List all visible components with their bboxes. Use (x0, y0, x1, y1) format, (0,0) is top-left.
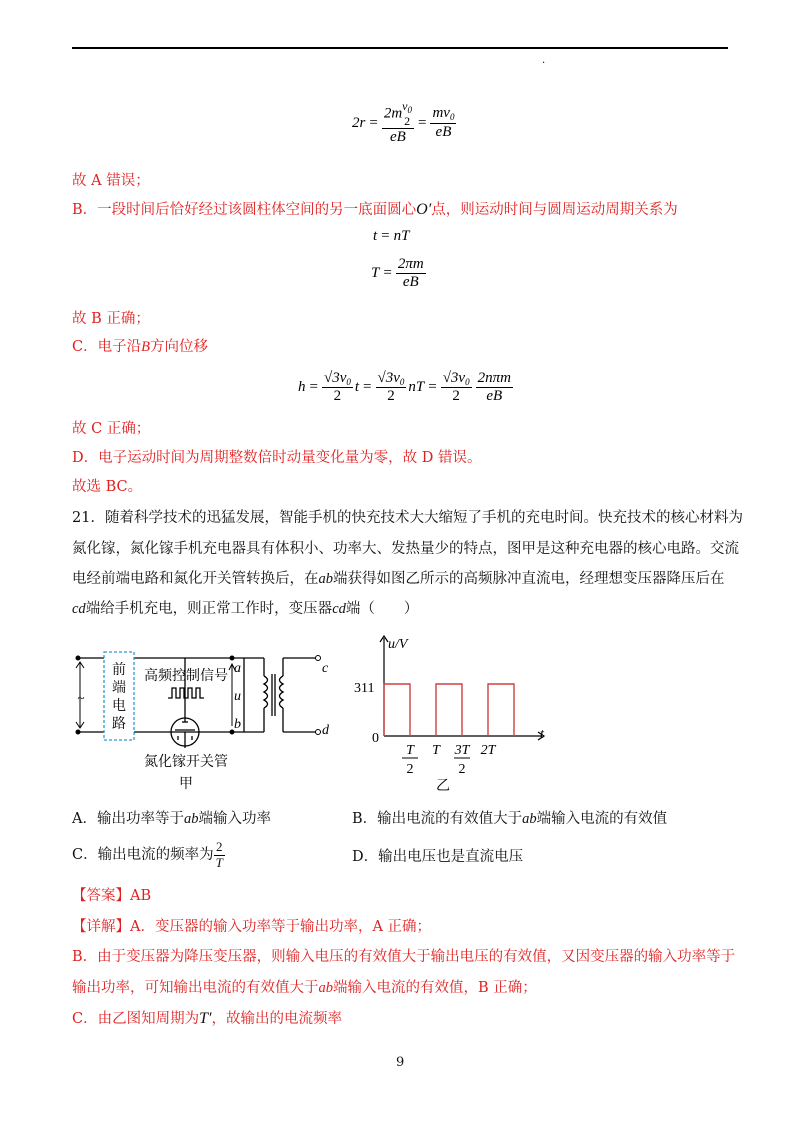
x-tick-label: 3T (454, 743, 470, 758)
q21-line4: cd端给手机充电，则正常工作时，变压器cd端（ ） (72, 601, 419, 617)
line-c: C．电子沿B方向位移 (72, 339, 208, 355)
detail-line2: B．由于变压器为降压变压器，则输入电压的有效值大于输出电压的有效值，又因变压器的输入功率等于 (72, 949, 736, 965)
page-number: 9 (396, 1055, 405, 1070)
equation-T-period: T = $\frac{2\pi m}{eB}$ (371, 256, 424, 291)
y-axis-label: u/V (388, 637, 408, 652)
terminal-b: b (234, 717, 241, 732)
figure-caption-jia: 甲 (179, 777, 193, 792)
circuit-diagram (64, 636, 354, 806)
equation-h: h = $\frac{√3v_0}{2}$ t = $\frac{√3v_0}{2}$ nT = $\frac{√3v_0}{2}$ $\frac{\text{2nπm}}{eB}$ (298, 370, 511, 405)
detail-line4: C．由乙图知周期为T′，故输出的电流频率 (72, 1010, 342, 1027)
equation-t-nT: t = nT (373, 228, 410, 244)
voltage-u: u (234, 689, 241, 704)
pulse-bar (384, 684, 410, 736)
q21-line3: 电经前端电路和氮化开关管转换后，在ab端获得如图乙所示的高频脉冲直流电，经理想变压器降压后在 (72, 571, 725, 587)
x-tick-label: 2T (480, 743, 496, 758)
terminal-c: c (322, 661, 329, 676)
pulse-bar (436, 684, 462, 736)
line-c-correct: 故 C 正确； (72, 421, 151, 437)
pulse-bar (488, 684, 514, 736)
ac-source-symbol: ~ (77, 690, 85, 705)
header-dot: . (542, 55, 546, 66)
pulse-chart (352, 630, 552, 796)
option-b[interactable]: B．输出电流的有效值大于ab端输入电流的有效值 (352, 811, 668, 827)
answer: 【答案】AB (72, 888, 152, 904)
equation-2r: 2r = 2m $v_0$ 2 eB = $\frac{mv_0}{eB}$ (352, 99, 455, 146)
option-d[interactable]: D．输出电压也是直流电压 (352, 849, 524, 865)
front-circuit-char: 端 (112, 681, 126, 696)
front-circuit-char: 路 (112, 717, 126, 732)
line-d: D．电子运动时间为周期整数倍时动量变化量为零，故 D 错误。 (72, 450, 482, 466)
switch-label: 氮化镓开关管 (144, 755, 228, 770)
terminal-d: d (322, 723, 329, 738)
option-a[interactable]: A．输出功率等于ab端输入功率 (72, 811, 271, 827)
detail-line1: 【详解】A．变压器的输入功率等于输出功率，A 正确； (72, 919, 432, 935)
line-b-correct: 故 B 正确； (72, 311, 150, 327)
y-tick-311: 311 (354, 681, 375, 696)
front-circuit-char: 前 (112, 663, 126, 678)
x-tick-denominator: 2 (458, 762, 466, 777)
line-b: B．一段时间后恰好经过该圆柱体空间的另一底面圆心O′点，则运动时间与圆周运动周期关系为 (72, 201, 678, 218)
line-a-wrong: 故 A 错误； (72, 173, 150, 189)
front-circuit-char: 电 (112, 699, 126, 714)
line-choose: 故选 BC。 (72, 479, 143, 495)
origin-label: 0 (372, 731, 379, 746)
x-tick-label: T (432, 743, 440, 758)
x-axis-label: t (540, 727, 544, 742)
detail-line3: 输出功率，可知输出电流的有效值大于ab端输入电流的有效值，B 正确； (72, 980, 537, 996)
figure-caption-yi: 乙 (436, 779, 450, 794)
terminal-a: a (234, 661, 241, 676)
signal-label: 高频控制信号 (144, 669, 228, 684)
q21-line2: 氮化镓，氮化镓手机充电器具有体积小、功率大、发热量少的特点，图甲是这种充电器的核心电路。交流 (72, 541, 739, 557)
x-tick-label: T (406, 743, 414, 758)
header-rule (72, 47, 728, 49)
q21-line1: 21．随着科学技术的迅猛发展，智能手机的快充技术大大缩短了手机的充电时间。快充技术的核心材料为 (72, 510, 743, 526)
x-tick-denominator: 2 (406, 762, 414, 777)
option-c[interactable]: C．输出电流的频率为 $\frac{2}{T}$ (72, 839, 223, 870)
